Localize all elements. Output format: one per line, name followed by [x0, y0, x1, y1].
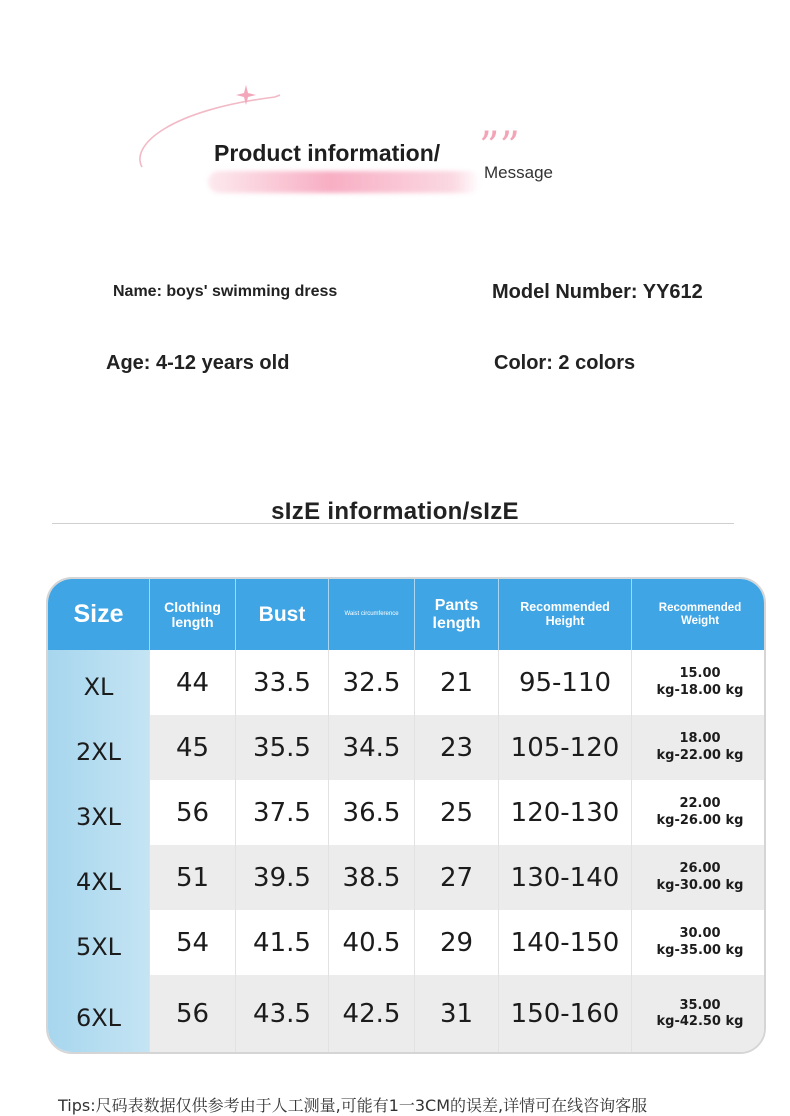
- cell-height: 140-150: [499, 910, 632, 975]
- cell-height: 95-110: [499, 650, 632, 715]
- size-table: [46, 577, 766, 1054]
- page-subtitle: Message: [484, 163, 553, 182]
- cell-recommended-weight: [632, 845, 766, 910]
- header-size: Size: [48, 579, 150, 651]
- weight-to: kg-26.00 kg: [656, 812, 744, 828]
- weight-to: kg-22.00 kg: [656, 747, 744, 763]
- cell-bust: 39.5: [236, 845, 329, 910]
- cell-bust: 37.5: [236, 780, 329, 845]
- cell-recommended-weight: [632, 910, 766, 975]
- cell-pants: 29: [415, 910, 499, 975]
- cell-pants: 23: [415, 715, 499, 780]
- weight-from: 15.00: [679, 666, 721, 682]
- table-row: [48, 715, 766, 780]
- product-model: Model Number: YY612: [492, 281, 703, 303]
- cell-height: 150-160: [499, 975, 632, 1053]
- cell-height: 105-120: [499, 715, 632, 780]
- cell-waist: 36.5: [329, 780, 415, 845]
- header-clothing-length: Clothing length: [150, 579, 236, 651]
- title-highlight-brush: [208, 171, 480, 193]
- cell-waist: 38.5: [329, 845, 415, 910]
- cell-bust: 41.5: [236, 910, 329, 975]
- weight-from: 26.00: [679, 861, 721, 877]
- cell-recommended-weight: [632, 650, 766, 715]
- cell-clothing: 45: [150, 715, 236, 780]
- cell-size: XL: [48, 650, 150, 715]
- cell-size: 6XL: [48, 975, 150, 1053]
- quote-icon: ””: [479, 124, 520, 170]
- weight-from: 30.00: [679, 926, 721, 942]
- cell-clothing: 54: [150, 910, 236, 975]
- cell-recommended-weight: [632, 715, 766, 780]
- cell-height: 120-130: [499, 780, 632, 845]
- cell-bust: 43.5: [236, 975, 329, 1053]
- cell-pants: 31: [415, 975, 499, 1053]
- cell-clothing: 44: [150, 650, 236, 715]
- product-age: Age: 4-12 years old: [106, 352, 290, 374]
- weight-from: 35.00: [679, 997, 721, 1013]
- table-row: [48, 845, 766, 910]
- cell-clothing: 56: [150, 780, 236, 845]
- weight-to: kg-30.00 kg: [656, 877, 744, 893]
- cell-waist: 34.5: [329, 715, 415, 780]
- cell-size: 5XL: [48, 910, 150, 975]
- weight-from: 22.00: [679, 796, 721, 812]
- header-recommended-height: Recommended Height: [499, 579, 632, 651]
- header-recommended-weight: Recommended Weight: [658, 602, 742, 627]
- cell-clothing: 56: [150, 975, 236, 1053]
- size-section-title: sIzE information/sIzE: [271, 498, 519, 525]
- cell-size: 3XL: [48, 780, 150, 845]
- product-color: Color: 2 colors: [494, 352, 636, 374]
- weight-to: kg-42.50 kg: [656, 1014, 744, 1029]
- weight-from: 18.00: [679, 731, 721, 747]
- table-header-row: [48, 579, 766, 651]
- cell-recommended-weight: [632, 975, 766, 1053]
- cell-pants: 27: [415, 845, 499, 910]
- table-row: [48, 910, 766, 975]
- table-row: [48, 975, 766, 1053]
- header-bust: Bust: [236, 579, 329, 651]
- cell-height: 130-140: [499, 845, 632, 910]
- table-row: [48, 650, 766, 715]
- cell-waist: 40.5: [329, 910, 415, 975]
- cell-waist: 32.5: [329, 650, 415, 715]
- weight-to: kg-35.00 kg: [656, 942, 744, 958]
- product-name: Name: boys' swimming dress: [113, 283, 338, 300]
- cell-waist: 42.5: [329, 975, 415, 1053]
- header-waist: Waist circumference: [329, 579, 415, 651]
- cell-pants: 21: [415, 650, 499, 715]
- cell-clothing: 51: [150, 845, 236, 910]
- weight-to: kg-18.00 kg: [656, 682, 744, 698]
- table-row: [48, 780, 766, 845]
- footer-tips: Tips:尺码表数据仅供参考由于人工测量,可能有1一3CM的误差,详情可在线咨询客服: [58, 1096, 648, 1115]
- cell-size: 2XL: [48, 715, 150, 780]
- cell-bust: 35.5: [236, 715, 329, 780]
- cell-pants: 25: [415, 780, 499, 845]
- page-title: Product information/: [214, 140, 441, 166]
- cell-bust: 33.5: [236, 650, 329, 715]
- header-pants-length: Pants length: [415, 579, 499, 651]
- cell-size: 4XL: [48, 845, 150, 910]
- cell-recommended-weight: [632, 780, 766, 845]
